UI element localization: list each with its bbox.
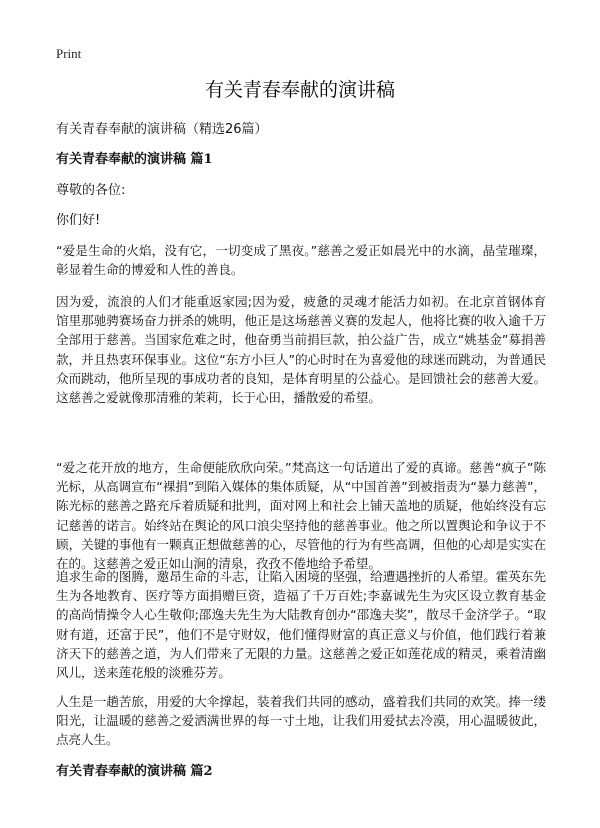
paragraph-2: 因为爱，流浪的人们才能重返家园;因为爱，疲惫的灵魂才能活力如初。在北京首钢体育馆里那驰骋赛场奋力拼杀的姚明，他正是这场慈善义赛的发起人，他将比赛的收入逾千万全部用于慈善。当国家危难之时，他奋勇当前捐巨款，拍公益广告，成立“姚基金”募捐善款，并且热衷环保事业。这位“东方小巨人”的心时时在为喜爱他的球迷而跳动，为普通民众而跳动，他所呈现的事成功者的良知，是体育明星的公益心。是回馈社会的慈善大爱。这慈善之爱就像那清雅的茉莉，长于心田，播散爱的希望。 <box>56 294 546 406</box>
paragraph-1: “爱是生命的火焰，没有它，一切变成了黑夜。”慈善之爱正如晨光中的水滴，晶莹璀璨，彰显着生命的博爱和人性的善良。 <box>56 243 546 278</box>
paragraph-5: 人生是一趟苦旅，用爱的大伞撑起，装着我们共同的感动，盛着我们共同的欢笑。捧一缕阳光，让温暖的慈善之爱洒满世界的每一寸土地，让我们用爱拭去冷漠，用心温暖彼此，点亮人生。 <box>56 694 546 748</box>
document-subtitle: 有关青春奉献的演讲稿（精选26篇） <box>56 122 268 137</box>
paragraph-4: 追求生命的图腾，邀昂生命的斗志，让陷入困境的坚强，给遭遇挫折的人希望。霍英东先生为各地教育、医疗等方面捐赠巨资，造福了千万百姓;李嘉诚先生为灾区设立教育基金的高尚情操令人心生敬仰;邵逸夫先生为大陆教育创办“邵逸夫奖”，散尽千金济学子。“取财有道，还富于民”，他们不是守财奴，他们懂得财富的真正意义与价值，他们践行着兼济天下的慈善之道，为人们带来了无限的力量。这慈善之爱正如莲花成的精灵，乘着清幽风儿，送来莲花般的淡雅芬芳。 <box>56 569 546 681</box>
document-title: 有关青春奉献的演讲稿 <box>204 79 395 101</box>
greeting: 尊敬的各位: <box>56 183 126 198</box>
section-heading-2: 有关青春奉献的演讲稿 篇2 <box>56 764 213 779</box>
paragraph-3: “爱之花开放的地方，生命便能欣欣向荣。”梵高这一句话道出了爱的真谛。慈善“疯子”陈光标，从高调宣布“裸捐”到陷入媒体的集体质疑，从“中国首善”到被指责为“暴力慈善”，陈光标的慈善之路充斥着质疑和批判，面对网上和社会上铺天盖地的质疑，他始终没有忘记慈善的诺言。始终站在舆论的风口浪尖坚持他的慈善事业。他之所以置舆论和争议于不顾，关键的事他有一颗真正想做慈善的心，尽管他的行为有些高调，但他的心却是实实在在的。这慈善之爱正如山涧的清泉，孜孜不倦地给予希望。 <box>56 460 546 572</box>
hello-line: 你们好! <box>56 213 101 228</box>
section-heading-1: 有关青春奉献的演讲稿 篇1 <box>56 152 213 167</box>
print-link[interactable]: Print <box>56 46 82 61</box>
